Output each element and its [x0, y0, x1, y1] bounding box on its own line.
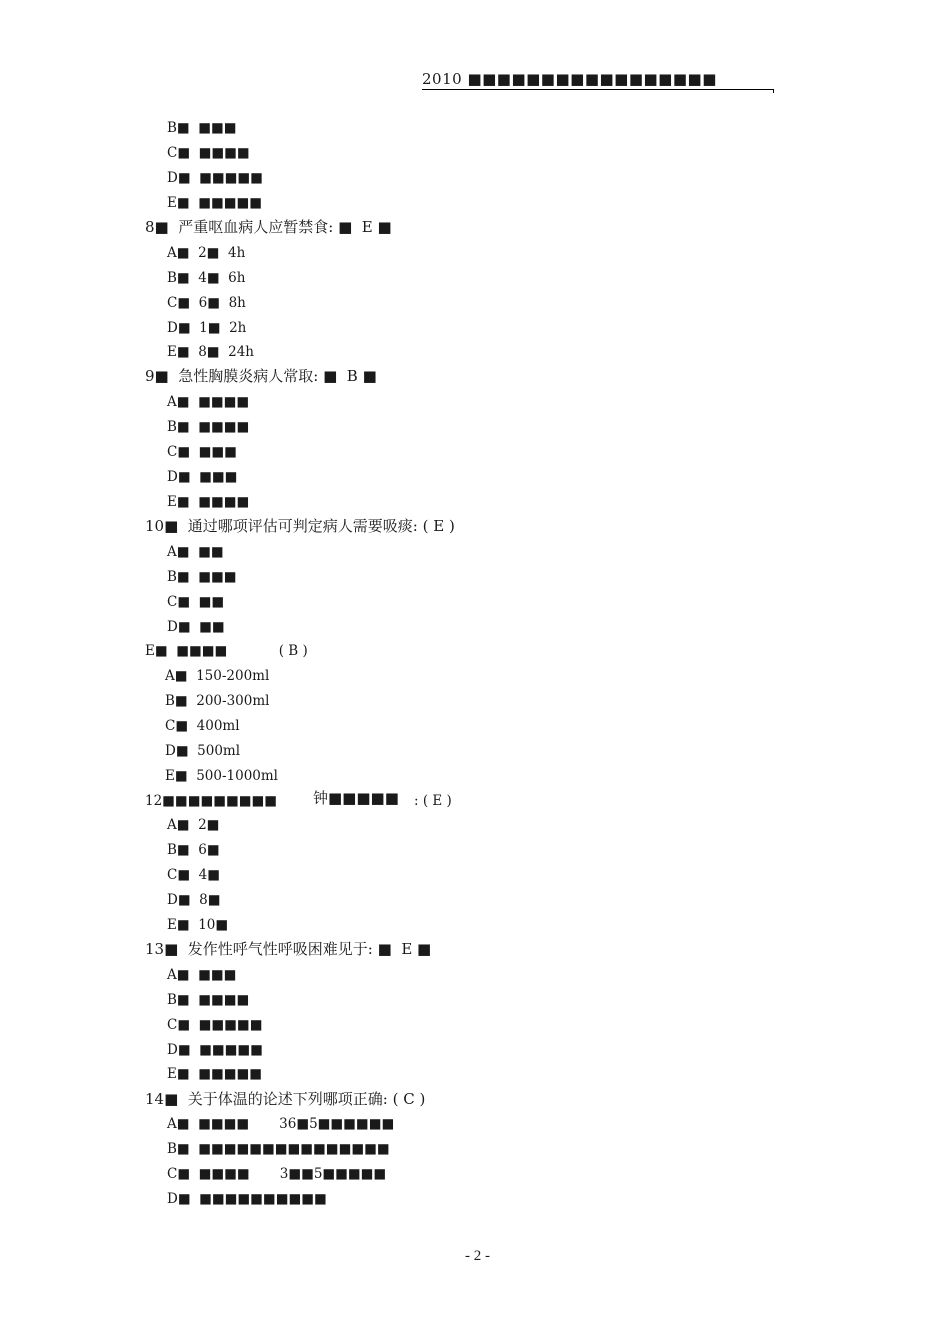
- option-line: A■ ■■■■: [167, 394, 250, 410]
- option-line: B■ ■■■■: [167, 419, 250, 435]
- question-12-part1: 12■■■■■■■■■: [145, 793, 277, 809]
- option-line: A■ ■■■: [167, 967, 237, 983]
- question-12-answer: : ( E ): [414, 793, 452, 809]
- option-line: C■ ■■■■■: [167, 1017, 263, 1033]
- option-line: B■ ■■■■: [167, 992, 250, 1008]
- option-line: A■ 2■: [167, 817, 220, 833]
- question-8: 8■ 严重呕血病人应暂禁食: ■ E ■: [145, 218, 392, 236]
- option-line: E■ ■■■■: [167, 494, 250, 510]
- question-12-part2: 钟■■■■■: [313, 789, 399, 807]
- option-line: A■ 2■ 4h: [167, 245, 246, 261]
- option-line: C■ ■■: [167, 594, 225, 610]
- option-line: B■ ■■■■■■■■■■■■■■■: [167, 1141, 390, 1157]
- option-line: B■ 200-300ml: [165, 693, 270, 709]
- option-line: D■ 8■: [167, 892, 221, 908]
- document-header-title: 2010 ■■■■■■■■■■■■■■■■■: [422, 70, 717, 88]
- option-line: D■ ■■■■■: [167, 170, 263, 186]
- option-line: E■ ■■■■■: [167, 195, 262, 211]
- option-line: C■ 6■ 8h: [167, 295, 246, 311]
- option-line: E■ ■■■■■: [167, 1066, 262, 1082]
- option-line: D■ ■■■: [167, 469, 238, 485]
- option-line: E■ 500-1000ml: [165, 768, 278, 784]
- option-line: E■ 8■ 24h: [167, 344, 254, 360]
- option-line: C■ ■■■: [167, 444, 237, 460]
- option-line: D■ 500ml: [165, 743, 241, 759]
- question-11-line: E■ ■■■■ ( B ): [145, 643, 308, 659]
- question-10: 10■ 通过哪项评估可判定病人需要吸痰: ( E ): [145, 517, 455, 535]
- option-line: A■ ■■: [167, 544, 224, 560]
- question-9: 9■ 急性胸膜炎病人常取: ■ B ■: [145, 367, 377, 385]
- option-line: A■ 150-200ml: [165, 668, 270, 684]
- option-line: A■ ■■■■ 36■5■■■■■■: [167, 1116, 395, 1132]
- option-line: B■ 6■: [167, 842, 220, 858]
- option-line: D■ ■■■■■■■■■■: [167, 1191, 327, 1207]
- option-line: B■ 4■ 6h: [167, 270, 246, 286]
- option-line: B■ ■■■: [167, 569, 237, 585]
- option-line: C■ ■■■■ 3■■5■■■■■: [167, 1166, 387, 1182]
- option-line: D■ ■■■■■: [167, 1042, 263, 1058]
- question-13: 13■ 发作性呼气性呼吸困难见于: ■ E ■: [145, 940, 432, 958]
- question-14: 14■ 关于体温的论述下列哪项正确: ( C ): [145, 1090, 426, 1108]
- option-line: D■ ■■: [167, 619, 225, 635]
- option-line: B■ ■■■: [167, 120, 237, 136]
- option-line: E■ 10■: [167, 917, 229, 933]
- page-number: - 2 -: [465, 1248, 490, 1264]
- header-rule: [422, 89, 774, 90]
- option-line: D■ 1■ 2h: [167, 320, 247, 336]
- option-line: C■ 4■: [167, 867, 221, 883]
- option-line: C■ ■■■■: [167, 145, 250, 161]
- option-line: C■ 400ml: [165, 718, 240, 734]
